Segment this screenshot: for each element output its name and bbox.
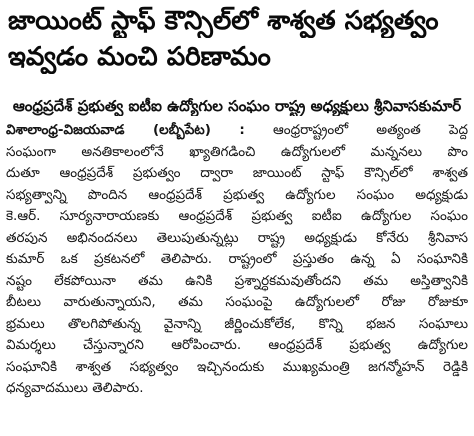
body-line-text: ఆంధ్రరాష్ట్రంలో అత్యంత పెద్ద [272, 122, 468, 138]
body-line: బీటలు వారుతున్నాయని, తమ సంఘంపై ఉద్యోగులలో రోజు రోజుకూ [6, 294, 468, 310]
body-line: సంఘానికి శాశ్వత సభ్యత్వం ఇచ్చినందుకు ముఖ్యమంత్రి జగన్మోహన్ రెడ్డికి [6, 358, 468, 375]
body-line: తరపున అభినందనలు తెలుపుతున్నట్లు రాష్ట్ర అధ్యక్షుడు కోనేరు శ్రీనివాస [6, 229, 468, 246]
body-line: సభ్యత్వాన్ని పొందిన ఆంధ్రప్రదేశ్ ప్రభుత్వ ఉద్యోగుల సంఘం అధ్యక్షుడు [6, 186, 468, 203]
headline-line-1: జాయింట్ స్టాఫ్ కౌన్సిల్‌లో శాశ్వత సభ్యత్వం [8, 6, 439, 36]
body-line: దుతూ ఆంధ్రప్రదేశ్ ప్రభుత్వం ద్వారా జాయింట్ స్టాఫ్ కౌన్సిల్‌లో శాశ్వత [6, 165, 468, 181]
body-line: కుమార్ ఒక ప్రకటనలో తెలిపారు. రాష్ట్రంలో ప్రస్తుతం ఉన్న ఏ సంఘానికి [6, 251, 468, 267]
article-body [6, 120, 468, 400]
body-line: విమర్శలు చేస్తున్నారని ఆరోపించారు. ఆంధ్రప్రదేశ్ ప్రభుత్వ ఉద్యోగుల [6, 337, 468, 353]
body-line: నష్టం లేకపోయినా తమ ఉనికి ప్రశ్నార్ధకమవుతోందని తమ అస్తిత్వానికి [6, 272, 468, 289]
body-line: కె.ఆర్. సూర్యనారాయణకు ఆంధ్రప్రదేశ్ ప్రభుత్వ ఐటీఐ ఉద్యోగుల సంఘం [6, 208, 468, 224]
headline-line-2: ఇవ్వడం మంచి పరిణామం [8, 42, 271, 72]
body-line [6, 120, 468, 142]
body-line: భ్రమలు తొలగిపోతున్న వైనాన్ని జీర్ణించుకోలేక, కొన్ని భజన సంఘాలు [6, 315, 468, 332]
dateline: విశాలాంధ్ర-విజయవాడ (లబ్బీపేట) : [6, 122, 245, 138]
body-line: ధన్యవాదములు తెలిపారు. [6, 380, 144, 396]
body-line: సంఘంగా అనతికాలంలోనే ఖ్యాతిగడించి ఉద్యోగులలో మన్ననలు పొం [6, 143, 468, 160]
subheadline: ఆంధ్రప్రదేశ్ ప్రభుత్వ ఐటీఐ ఉద్యోగుల సంఘం రాష్ట్ర అధ్యక్షులు శ్రీనివాసకుమార్ [12, 97, 462, 115]
